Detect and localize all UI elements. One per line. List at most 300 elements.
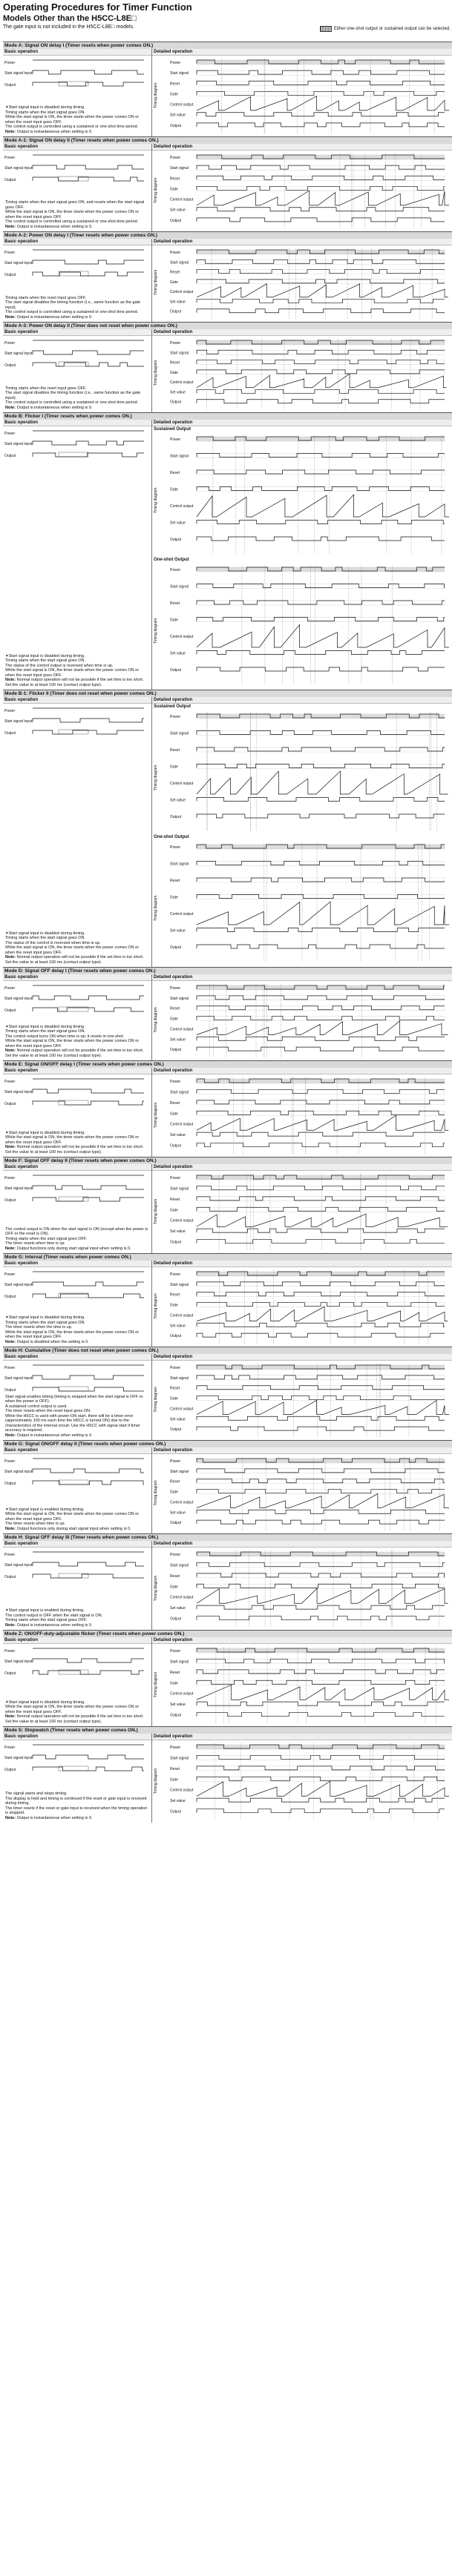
basic-signal-label: Power [4, 251, 16, 255]
detailed-operation-panel [152, 420, 452, 690]
note-label: Note: [5, 1145, 17, 1149]
detail-signal-label: Power [170, 1459, 181, 1464]
basic-operation-heading: Basic operation [3, 1447, 151, 1454]
basic-signal-label: Start signal input [4, 1659, 33, 1664]
detail-signal-label: Set value [170, 1703, 186, 1708]
detail-signal-label: Set value [170, 651, 186, 655]
mode-section [3, 231, 452, 322]
detail-signal-label: Output [170, 667, 182, 673]
basic-operation-panel [3, 1068, 152, 1157]
basic-operation-heading: Basic operation [3, 239, 151, 245]
header-note: The gate input is not included in the H5CC-L8E□ models. [3, 24, 134, 30]
detail-signal-wave [197, 928, 445, 931]
detail-signal-label: Reset [170, 1292, 180, 1298]
basic-signal-wave [33, 1755, 144, 1759]
mode-description [5, 1227, 149, 1252]
basic-timing-chart [3, 426, 148, 463]
timing-ramp [197, 1307, 448, 1321]
detail-signal-label: Set value [170, 1229, 186, 1235]
detailed-timing-chart [152, 336, 449, 412]
mode-description-text: Timing starts when the start signal goes ON, and resets when the start signal goes OFF. While the start signal is ON, the timer starts when the power comes ON or when the reset input goes OFF. The control output is controlled using a sustained or one-shot time period. [5, 200, 145, 224]
detail-signal-wave [197, 1197, 445, 1201]
detail-signal-wave [197, 1777, 445, 1780]
basic-operation-panel [3, 1354, 152, 1440]
detail-signal-wave [197, 1809, 445, 1813]
detail-signal-label: Power [170, 437, 181, 442]
detail-signal-label: Control output [170, 1122, 194, 1127]
detail-signal-label: Start signal [170, 1282, 189, 1287]
detailed-operation-heading: Detailed operation [152, 1637, 452, 1644]
timing-diagram-label: Timing diagram [154, 1671, 158, 1698]
detail-signal-label: Power [170, 341, 181, 346]
basic-operation-heading: Basic operation [3, 974, 151, 981]
output-variant-section [152, 426, 452, 557]
detail-signal-wave [197, 360, 445, 364]
mode-section [3, 690, 452, 967]
detail-signal-label: Reset [170, 1006, 180, 1011]
basic-signal-label: Start signal input [4, 997, 33, 1001]
detail-signal-label: Output [170, 309, 182, 314]
detail-signal-label: Reset [170, 1386, 180, 1391]
detail-signal-wave [197, 1292, 445, 1296]
detailed-timing-chart [152, 1267, 449, 1347]
timing-ramp [197, 1400, 449, 1414]
detail-signal-label: Output [170, 400, 182, 405]
mode-title: Mode A-2: Power ON delay I (Timer resets when power comes ON.) [3, 232, 452, 239]
detail-signal-wave [197, 1240, 445, 1244]
basic-operation-heading: Basic operation [3, 1164, 151, 1171]
detailed-operation-panel [152, 239, 452, 322]
detail-signal-wave [197, 814, 445, 818]
detail-signal-label: Set value [170, 1606, 186, 1611]
detail-signal-label: Gate [170, 1017, 178, 1022]
detail-signal-label: Output [170, 1334, 182, 1339]
detailed-operation-heading: Detailed operation [152, 1541, 452, 1548]
detail-signal-label: Control output [170, 1027, 194, 1032]
detail-signal-label: Set value [170, 1510, 186, 1516]
output-variant-section [152, 834, 452, 965]
mode-description [5, 1791, 149, 1820]
detail-signal-label: Control output [170, 1595, 194, 1600]
detail-signal-wave [197, 1510, 445, 1513]
detail-signal-wave [197, 165, 445, 169]
timing-ramp [197, 191, 449, 205]
mode-description-text: ✦Start signal input is disabled during timing. Timing starts when the start signal goes ON. The status of the control output is reversed when time is up. While the start signal is ON, the timer starts when the power comes ON or when the reset input goes OFF. [5, 653, 140, 678]
detail-signal-label: Reset [170, 601, 180, 606]
detail-signal-wave [197, 1680, 445, 1684]
detail-signal-wave [197, 1333, 445, 1337]
detail-signal-label: Power [170, 61, 181, 65]
basic-signal-label: Output [4, 1102, 16, 1106]
timing-diagram-label: Timing diagram [154, 177, 158, 203]
timing-ramp [197, 1214, 448, 1226]
basic-timing-chart [3, 1548, 148, 1585]
timing-ramp [197, 1493, 449, 1507]
timing-diagram-label: Timing diagram [154, 895, 158, 921]
note-text: Normal output operation will not be possible if the set time is too short. Set the value to at least 100 ms (contact output type). [5, 678, 144, 687]
basic-signal-wave [33, 165, 144, 169]
detail-signal-label: Control output [170, 1218, 194, 1223]
detail-signal-label: Reset [170, 270, 180, 275]
basic-signal-wave [33, 1282, 144, 1286]
detailed-operation-heading: Detailed operation [152, 697, 452, 704]
mode-description-text: ✦Start signal input is enabled during timing. While the start signal is ON, the timer starts when the power comes ON or when the reset input goes OFF. The timer resets when time is up. [5, 1507, 140, 1526]
detailed-operation-panel [152, 329, 452, 412]
basic-signal-wave [33, 719, 144, 722]
detail-signal-wave [197, 650, 445, 654]
basic-signal-label: Start signal input [4, 1090, 33, 1094]
detail-signal-wave [197, 1702, 445, 1705]
basic-signal-wave [33, 996, 144, 1000]
mode-description [5, 200, 149, 229]
detail-signal-wave [197, 280, 445, 283]
timing-ramp [197, 374, 447, 388]
detail-signal-label: Start signal [170, 1186, 189, 1192]
basic-signal-wave [33, 1089, 144, 1093]
detail-signal-wave [197, 1416, 445, 1420]
detail-signal-wave [197, 996, 445, 1000]
detail-signal-wave [197, 1427, 445, 1430]
note-text: Normal output operation will not be possible if the set time is too short. Set the value to at least 100 ms (contact output type). [5, 1145, 144, 1155]
timing-diagram-label: Timing diagram [154, 1768, 158, 1794]
basic-timing-chart [3, 1171, 148, 1208]
detail-signal-label: Control output [170, 1313, 194, 1318]
mode-description-text: Timing starts when the reset input goes OFF. The start signal disables the timing function (i.e., same function as the gate input). The control output is controlled using a sustained or one-shot time period. [5, 386, 141, 405]
note-label: Note: [5, 129, 17, 134]
detail-signal-label: Output [170, 815, 182, 819]
detailed-operation-heading: Detailed operation [152, 49, 452, 56]
basic-signal-label: Power [4, 986, 16, 991]
detail-signal-label: Output [170, 1521, 182, 1526]
output-variant-section [152, 557, 452, 687]
detailed-operation-panel [152, 1541, 452, 1630]
basic-operation-heading: Basic operation [3, 697, 151, 704]
detailed-timing-chart [152, 1740, 449, 1823]
detail-signal-label: Control output [170, 1691, 194, 1697]
detailed-operation-panel [152, 697, 452, 967]
detail-signal-label: Reset [170, 176, 180, 182]
detailed-operation-panel [152, 49, 452, 136]
mode-section [3, 412, 452, 690]
basic-signal-label: Power [4, 341, 16, 346]
basic-signal-label: Output [4, 1388, 16, 1393]
mode-description-text: ✦Start signal input is disabled during timing. Timing starts when the start signal goes ON. The control output turns ON when time is up; it resets in one-shot. While the start signal is ON, the timer starts when the power comes ON or when the reset input goes OFF. [5, 1024, 140, 1048]
basic-signal-label: Power [4, 1080, 16, 1084]
note-label: Note: [5, 955, 17, 960]
mode-description-text: ✦Start signal input is enabled during timing. The control output is OFF when the start signal is ON. Timing starts when the start signal goes OFF. [5, 1608, 103, 1622]
basic-operation-heading: Basic operation [3, 329, 151, 336]
detailed-operation-heading: Detailed operation [152, 144, 452, 151]
detailed-operation-panel [152, 1261, 452, 1347]
detail-signal-label: Gate [170, 370, 178, 375]
basic-operation-panel [3, 1447, 152, 1533]
detailed-timing-chart [152, 1548, 449, 1630]
detailed-operation-heading: Detailed operation [152, 1447, 452, 1454]
note-label: Note: [5, 1048, 17, 1053]
note-text: Normal output operation will not be possible if the set time is too short. Set the value to at least 100 ms (contact output type). [5, 1048, 144, 1058]
mode-title: Mode E: Signal ON/OFF delay I (Timer resets when power comes ON.) [3, 1061, 452, 1068]
basic-signal-wave [33, 1186, 144, 1189]
basic-signal-label: Start signal input [4, 261, 33, 265]
timing-diagram-label: Timing diagram [154, 1198, 158, 1225]
detail-signal-wave [197, 1303, 445, 1307]
mode-section [3, 136, 452, 231]
timing-ramp [197, 1021, 448, 1035]
detail-signal-label: Gate [170, 1303, 178, 1308]
detail-signal-wave [197, 1143, 445, 1147]
detailed-operation-panel [152, 1637, 452, 1726]
detailed-operation-panel [152, 144, 452, 231]
detailed-operation-panel [152, 974, 452, 1060]
detailed-operation-panel [152, 1068, 452, 1157]
detail-signal-wave [197, 91, 445, 95]
basic-signal-label: Output [4, 1768, 16, 1772]
mode-description [5, 1131, 149, 1155]
detailed-operation-heading: Detailed operation [152, 1354, 452, 1361]
mode-title: Mode H: Cumulative (Timer does not reset when power comes ON.) [3, 1347, 452, 1354]
detail-signal-wave [197, 270, 445, 274]
detail-signal-label: Start signal [170, 71, 189, 76]
basic-operation-panel [3, 974, 152, 1060]
detail-signal-label: Start signal [170, 1469, 189, 1474]
detail-signal-label: Control output [170, 380, 194, 386]
detail-signal-wave [197, 1037, 445, 1040]
detail-signal-label: Reset [170, 878, 180, 883]
detail-signal-wave [197, 878, 445, 882]
detail-signal-wave [197, 747, 445, 751]
detail-signal-label: Set value [170, 1799, 186, 1804]
detail-signal-wave [197, 186, 445, 190]
detail-signal-wave [197, 1479, 445, 1483]
detail-signal-label: Reset [170, 1479, 180, 1484]
detail-signal-label: Control output [170, 634, 194, 639]
basic-signal-label: Output [4, 178, 16, 182]
detail-signal-wave [197, 1766, 445, 1770]
detail-signal-label: Set value [170, 521, 186, 526]
detail-signal-wave [197, 1282, 445, 1286]
detail-signal-label: Control output [170, 197, 194, 202]
basic-operation-heading: Basic operation [3, 1068, 151, 1074]
note-text: Output functions only during start signal input when setting is 0. [16, 1246, 131, 1251]
detail-signal-label: Set value [170, 1417, 186, 1422]
detailed-timing-chart [152, 1074, 449, 1157]
detail-signal-label: Gate [170, 895, 178, 899]
basic-timing-chart [3, 1644, 148, 1681]
mode-section [3, 1347, 452, 1440]
detail-signal-wave [197, 861, 445, 865]
detailed-operation-panel [152, 1164, 452, 1253]
basic-timing-chart [3, 704, 148, 741]
detail-signal-label: Reset [170, 82, 180, 87]
detail-signal-wave [197, 1089, 445, 1093]
mode-title: Mode A-3: Power ON delay II (Timer does not reset when power comes ON.) [3, 323, 452, 329]
detailed-timing-chart [152, 840, 449, 965]
detail-signal-label: Start signal [170, 584, 189, 589]
basic-operation-heading: Basic operation [3, 49, 151, 56]
timing-diagram-label: Timing diagram [154, 1007, 158, 1033]
detailed-operation-heading: Detailed operation [152, 420, 452, 426]
basic-signal-label: Start signal input [4, 1186, 33, 1191]
detail-signal-wave [197, 1490, 445, 1493]
mode-description-text: ✦Start signal input is disabled during timing. While the start signal is ON, the timer starts when the power comes ON or when the reset input goes OFF. [5, 1130, 140, 1145]
mode-description-text: Timing starts when the reset input goes OFF. The start signal disables the timing function (i.e., same function as the gate input). The control output is controlled using a sustained or one-shot time period. [5, 295, 141, 314]
detail-signal-label: Set value [170, 300, 186, 305]
detail-signal-label: Power [170, 1080, 181, 1084]
timing-ramp [197, 96, 449, 110]
mode-title: Mode F: Signal OFF delay II (Timer resets when power comes ON.) [3, 1157, 452, 1164]
basic-operation-panel [3, 144, 152, 231]
detail-signal-wave [197, 208, 445, 211]
detail-signal-label: Reset [170, 1670, 180, 1675]
basic-signal-label: Output [4, 454, 16, 458]
detail-signal-label: Reset [170, 1766, 180, 1771]
basic-signal-wave [33, 260, 144, 264]
detail-signal-label: Output [170, 218, 182, 223]
timing-ramp [197, 1588, 448, 1603]
detail-signal-wave [197, 894, 445, 898]
detail-signal-label: Gate [170, 187, 178, 192]
basic-signal-label: Start signal input [4, 351, 33, 356]
detail-signal-wave [197, 389, 445, 393]
output-variant-label: Sustained Output [154, 704, 191, 709]
basic-signal-label: Power [4, 156, 16, 160]
basic-signal-label: Power [4, 1459, 16, 1464]
mode-section [3, 1440, 452, 1533]
legend-text: Either one-shot output or sustained output can be selected. [333, 27, 451, 31]
detail-signal-wave [197, 1469, 445, 1473]
detail-signal-label: Start signal [170, 1756, 189, 1761]
basic-operation-panel [3, 1734, 152, 1823]
basic-signal-label: Start signal input [4, 1376, 33, 1381]
timing-diagram-label: Timing diagram [154, 1575, 158, 1602]
detail-signal-wave [197, 731, 445, 735]
basic-operation-panel [3, 1637, 152, 1726]
detail-signal-label: Power [170, 1176, 181, 1180]
note-text: Output is instantaneous when setting is 0. [16, 129, 93, 134]
timing-diagram-label: Timing diagram [154, 1293, 158, 1319]
timing-ramp [197, 284, 448, 297]
detail-signal-label: Reset [170, 360, 180, 366]
detailed-operation-heading: Detailed operation [152, 329, 452, 336]
basic-operation-panel [3, 1541, 152, 1630]
detail-signal-label: Set value [170, 1133, 186, 1138]
basic-operation-heading: Basic operation [3, 144, 151, 151]
output-variant-label: One-shot Output [154, 557, 189, 562]
detail-signal-wave [197, 299, 445, 303]
note-label: Note: [5, 224, 17, 229]
detail-signal-label: Set value [170, 798, 186, 803]
detail-signal-wave [197, 81, 445, 85]
detail-signal-wave [197, 1017, 445, 1020]
detail-signal-wave [197, 1111, 445, 1114]
basic-operation-panel [3, 420, 152, 690]
detail-signal-label: Control output [170, 911, 194, 917]
mode-title: Mode G: Interval (Timer resets when power comes ON.) [3, 1254, 452, 1261]
note-text: Output is instantaneous when setting is 0. [16, 224, 93, 229]
detail-signal-label: Gate [170, 1208, 178, 1213]
detail-signal-label: Set value [170, 208, 186, 213]
detail-signal-wave [197, 1573, 445, 1577]
note-text: Output is instantaneous when setting is 0. [16, 1622, 93, 1628]
mode-description-text: ✦Start signal input is disabled during timing. Timing starts when the start signal goes ON. While the start signal is ON, the timer starts when the power comes ON or when the reset input goes OFF. The control output is controlled using a sustained or one-shot time period. [5, 105, 140, 129]
detail-signal-label: Start signal [170, 166, 189, 171]
detail-signal-wave [197, 1100, 445, 1104]
mode-title: Mode S: Stopwatch (Timer resets when power comes ON.) [3, 1727, 452, 1734]
basic-timing-chart [3, 245, 148, 283]
detail-signal-label: Power [170, 986, 181, 991]
mode-title: Mode B: Flicker I (Timer resets when power comes ON.) [3, 413, 452, 420]
mode-section [3, 42, 452, 136]
detail-signal-label: Output [170, 538, 182, 542]
note-text: Output is instantaneous when setting is 0. [16, 314, 93, 320]
timing-ramp [197, 902, 449, 925]
basic-timing-chart [3, 1361, 148, 1398]
detailed-operation-heading: Detailed operation [152, 1164, 452, 1171]
basic-signal-label: Power [4, 1272, 16, 1277]
detailed-operation-panel [152, 1734, 452, 1823]
detail-signal-label: Control output [170, 290, 194, 295]
basic-signal-label: Power [4, 1649, 16, 1654]
detail-signal-wave [197, 1605, 445, 1609]
basic-signal-label: Power [4, 1553, 16, 1557]
detailed-timing-chart [152, 981, 449, 1060]
detail-signal-label: Reset [170, 471, 180, 475]
basic-operation-panel [3, 1261, 152, 1347]
detail-signal-label: Gate [170, 92, 178, 97]
detail-signal-label: Control output [170, 102, 194, 108]
detail-signal-label: Power [170, 1649, 181, 1654]
detail-signal-wave [197, 1659, 445, 1662]
basic-signal-wave [33, 1562, 144, 1566]
detail-signal-wave [197, 1584, 445, 1588]
detail-signal-wave [197, 1520, 445, 1524]
timing-ramp [197, 1685, 449, 1700]
detail-signal-label: Output [170, 1143, 182, 1149]
detail-signal-label: Start signal [170, 1090, 189, 1095]
basic-signal-label: Start signal input [4, 1756, 33, 1760]
detail-signal-label: Output [170, 1713, 182, 1718]
mode-description [5, 1507, 149, 1532]
detail-signal-label: Gate [170, 618, 178, 622]
basic-signal-label: Output [4, 363, 16, 368]
detail-signal-label: Output [170, 1048, 182, 1053]
detail-signal-label: Set value [170, 928, 186, 933]
note-text: Output is instantaneous when setting is 0. [16, 1815, 93, 1820]
detail-signal-wave [197, 1616, 445, 1620]
mode-description-text: Start signal enables timing (timing is stopped when the start signal is OFF or when the power is OFF). A sustained control output is used. The timer resets when the reset input goes ON. While the H5CC is used with power-ON start, there will be a timer error (approximately 100 ms each time the H5CC is turned ON) due to the characteristics of the internal circuit. Use the H5CC with signal start if timer accuracy is required. [5, 1394, 143, 1433]
detail-signal-label: Control output [170, 782, 194, 786]
mode-section [3, 1060, 452, 1157]
mode-description [5, 1395, 149, 1439]
detail-signal-wave [197, 1207, 445, 1211]
detail-signal-label: Gate [170, 280, 178, 285]
mode-description [5, 1315, 149, 1344]
timing-diagram-label: Timing diagram [154, 618, 158, 644]
basic-timing-chart [3, 1074, 148, 1112]
mode-section [3, 1726, 452, 1823]
detail-signal-label: Reset [170, 1100, 180, 1106]
mode-title: Mode G: Signal ON/OFF delay II (Timer resets when power comes ON.) [3, 1441, 452, 1447]
detail-signal-wave [197, 1755, 445, 1759]
basic-signal-label: Power [4, 1746, 16, 1750]
detail-signal-label: Output [170, 1809, 182, 1814]
timing-diagram-label: Timing diagram [154, 764, 158, 790]
basic-timing-chart [3, 981, 148, 1018]
detail-signal-label: Reset [170, 1573, 180, 1579]
detail-signal-label: Gate [170, 1681, 178, 1686]
page-header [3, 1, 452, 40]
basic-signal-wave [33, 1659, 144, 1662]
